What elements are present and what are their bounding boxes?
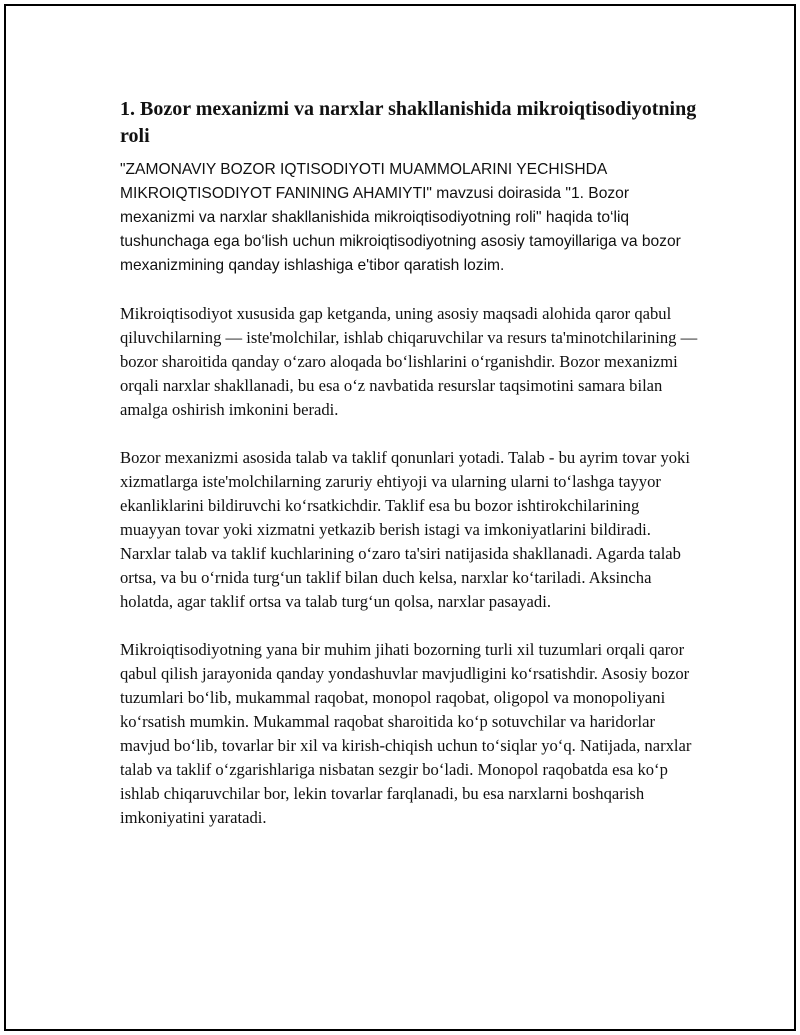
paragraph-microeconomics: Mikroiqtisodiyot xususida gap ketganda, uning asosiy maqsadi alohida qaror qabul qiluvchilarning — iste'molchilar, ishlab chiqaruvchilar va resurs ta'minotchilarining — bozor sharoitida qanday o‘zaro aloqada bo‘lishlarini o‘rganishdir. Bozor mexanizmi orqali narxlar shakllanadi, bu esa o‘z navbatida resurslar taqsimotini samara bilan amalga oshirish imkonini beradi. [120,304,698,419]
paragraph-market-structures: Mikroiqtisodiyotning yana bir muhim jihati bozorning turli xil tuzumlari orqali qaror qabul qilish jarayonida qanday yondashuvlar mavjudligini ko‘rsatishdir. Asosiy bozor tuzumlari bo‘lib, mukammal raqobat, monopol raqobat, oligopol va monopoliyani ko‘rsatish mumkin. Mukammal raqobat sharoitida ko‘p sotuvchilar va haridorlar mavjud bo‘lib, tovarlar bir xil va kirish-chiqish uchun to‘siqlar yo‘q. Natijada, narxlar talab va taklif o‘zgarishlariga nisbatan sezgir bo‘ladi. Monopol raqobatda esa ko‘p ishlab chiqaruvchilar bor, lekin tovarlar farqlanadi, bu esa narxlarni boshqarish imkoniyatini yaratadi. [120,640,692,827]
section-title: 1. Bozor mexanizmi va narxlar shakllanishida mikroiqtisodiyotning roli [120,98,697,147]
document-page [4,4,796,1031]
document-body [120,96,700,854]
paragraph-intro: "ZAMONAVIY BOZOR IQTISODIYOTI MUAMMOLARINI YECHISHDA MIKROIQTISODIYOT FANINING AHAMIYTI" mavzusi doirasida "1. Bozor mexanizmi va narxlar shakllanishida mikroiqtisodiyotning roli" haqida to‘liq tushunchaga ega bo‘lish uchun mikroiqtisodiyotning asosiy tamoyillariga va bozor mexanizmining qanday ishlashiga e'tibor qaratish lozim. [120,161,681,274]
paragraph-supply-demand: Bozor mexanizmi asosida talab va taklif qonunlari yotadi. Talab - bu ayrim tovar yoki xizmatlarga iste'molchilarning zaruriy ehtiyoji va ularning ularni to‘lashga tayyor ekanliklarini bildiruvchi ko‘rsatkichdir. Taklif esa bu bozor ishtirokchilarining muayyan tovar yoki xizmatni yetkazib berish istagi va imkoniyatlarini bildiradi. Narxlar talab va taklif kuchlarining o‘zaro ta'siri natijasida shakllanadi. Agarda talab ortsa, va bu o‘rnida turg‘un taklif bilan duch kelsa, narxlar ko‘tariladi. Aksincha holatda, agar taklif ortsa va talab turg‘un qolsa, narxlar pasayadi. [120,448,690,611]
